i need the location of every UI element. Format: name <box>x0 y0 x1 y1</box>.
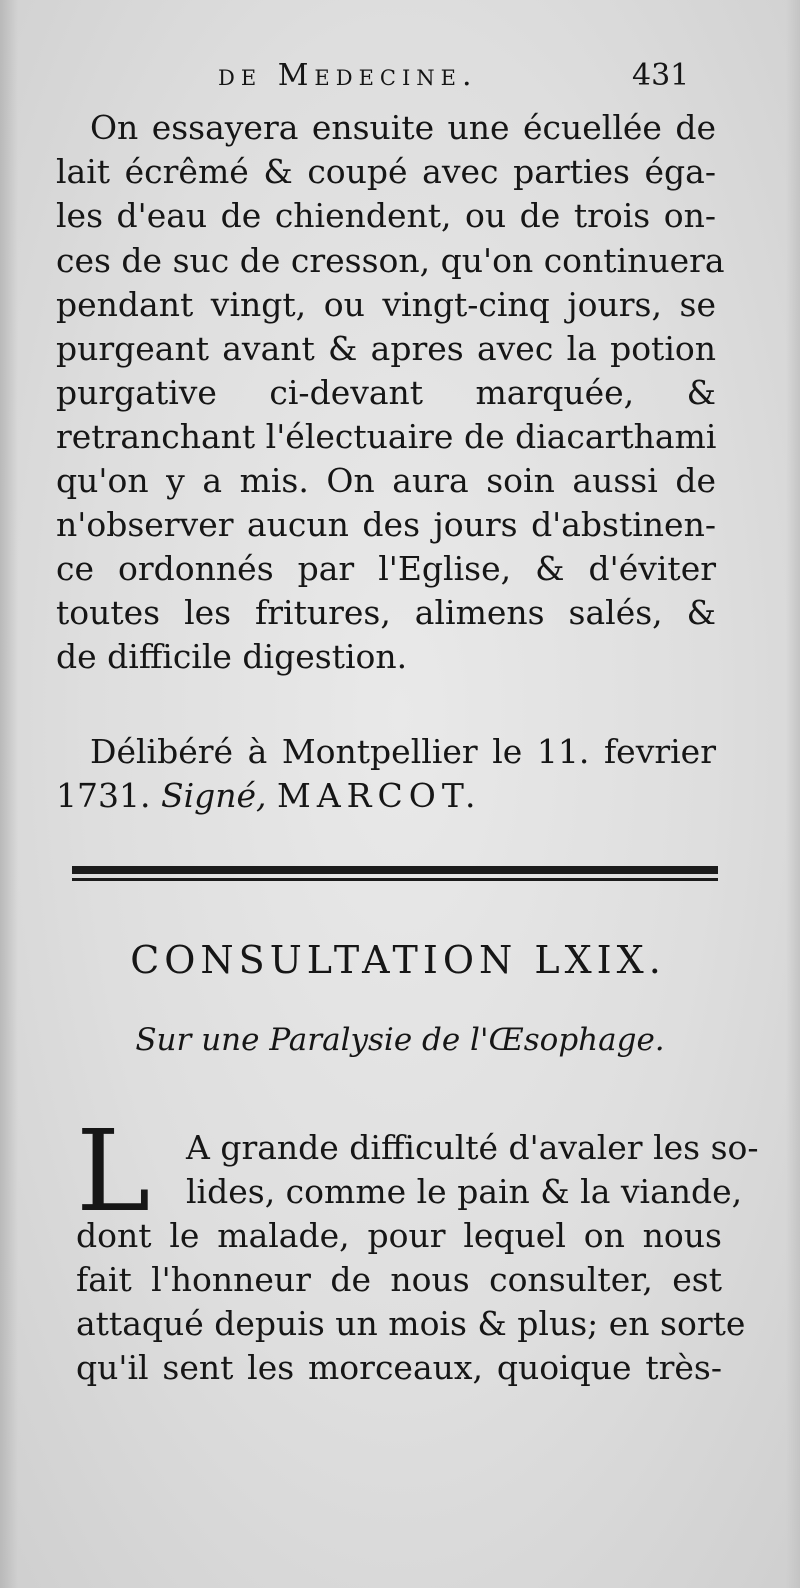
text-line: dont le malade, pour lequel on nous <box>76 1216 722 1255</box>
page-edge-shadow-left <box>0 0 18 1588</box>
closing-date-line: Délibéré à Montpellier le 11. fevrier <box>90 732 716 771</box>
text-line: qu'on y a mis. On aura soin aussi de <box>56 461 716 500</box>
section-divider-rule <box>72 866 718 886</box>
page-header <box>0 52 800 98</box>
text-line: ce ordonnés par l'Eglise, & d'éviter <box>56 549 716 588</box>
text-line: purgative ci-devant marquée, & <box>56 373 716 412</box>
text-line: qu'il sent les morceaux, quoique très- <box>76 1348 722 1387</box>
text-line: fait l'honneur de nous consulter, est <box>76 1260 722 1299</box>
closing-year: 1731. <box>56 776 151 815</box>
signed-label: Signé, <box>160 776 267 815</box>
consultation-title: CONSULTATION LXIX. <box>130 938 666 982</box>
text-line: purgeant avant & apres avec la potion <box>56 329 716 368</box>
signer-name: MARCOT. <box>277 776 482 815</box>
text-line: lait écrêmé & coupé avec parties éga- <box>56 152 716 191</box>
text-line: toutes les fritures, alimens salés, & <box>56 593 716 632</box>
text-line: ces de suc de cresson, qu'on continuera <box>56 241 725 280</box>
closing-signature-line <box>56 772 716 820</box>
divider-thick-line <box>72 866 718 874</box>
divider-thin-line <box>72 878 718 881</box>
text-line: de difficile digestion. <box>56 637 408 676</box>
text-line: retranchant l'électuaire de diacarthami <box>56 417 717 456</box>
consultation-subtitle: Sur une Paralysie de l'Œsophage. <box>135 1022 665 1058</box>
text-line: les d'eau de chiendent, ou de trois on- <box>56 196 716 235</box>
text-line: lides, comme le pain & la viande, <box>186 1172 743 1211</box>
drop-cap: L <box>76 1107 151 1237</box>
text-line: A grande difficulté d'avaler les so- <box>186 1128 759 1167</box>
text-line: On essayera ensuite une écuellée de <box>90 108 716 147</box>
running-title: de Medecine. <box>218 58 478 93</box>
text-line: pendant vingt, ou vingt-cinq jours, se <box>56 285 716 324</box>
page-edge-shadow-right <box>786 0 800 1588</box>
text-line: n'observer aucun des jours d'abstinen- <box>56 505 716 544</box>
page-number: 431 <box>632 58 690 93</box>
text-line: attaqué depuis un mois & plus; en sorte <box>76 1304 746 1343</box>
